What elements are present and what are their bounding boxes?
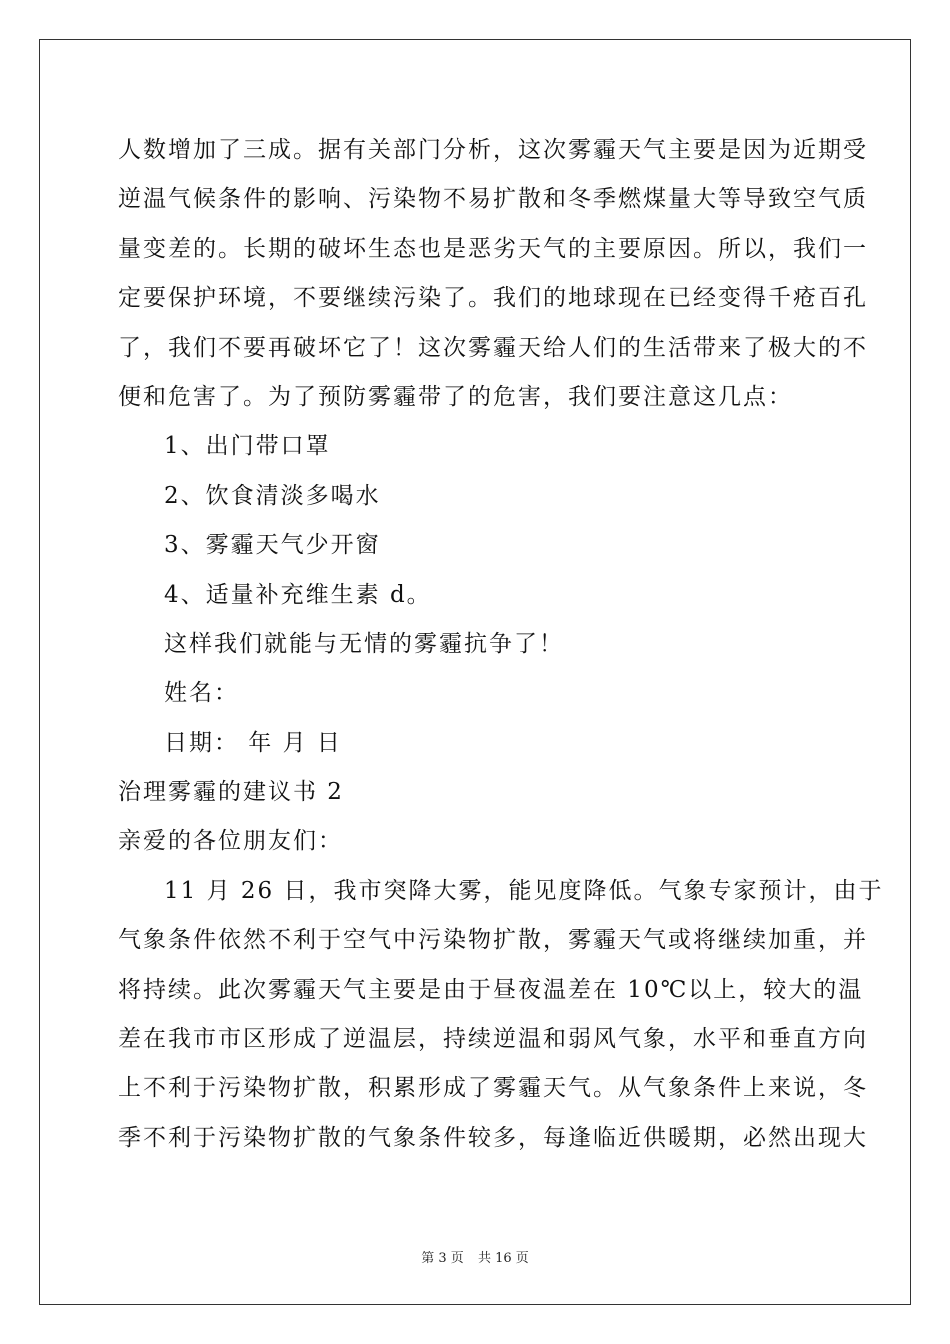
text-line: 季不利于污染物扩散的气象条件较多，每逢临近供暖期，必然出现大 [118, 1124, 868, 1151]
text-line: 定要保护环境，不要继续污染了。我们的地球现在已经变得千疮百孔 [118, 285, 868, 312]
document-body [118, 126, 884, 1163]
text-line: 逆温气候条件的影响、污染物不易扩散和冬季燃煤量大等导致空气质 [118, 186, 868, 213]
total-pages: 共 16 页 [477, 1251, 529, 1266]
text-line: 4、适量补充维生素 d。 [164, 581, 432, 608]
text-line: 日期： 年 月 日 [164, 729, 342, 756]
text-line: 2、饮食清淡多喝水 [164, 482, 381, 509]
text-line: 人数增加了三成。据有关部门分析，这次雾霾天气主要是因为近期受 [118, 137, 868, 163]
text-line: 治理雾霾的建议书 2 [118, 779, 344, 806]
text-line: 3、雾霾天气少开窗 [164, 532, 381, 559]
text-line: 亲爱的各位朋友们： [118, 828, 343, 855]
text-line: 11 月 26 日，我市突降大雾，能见度降低。气象专家预计，由于 [164, 877, 884, 904]
text-line: 这样我们就能与无情的雾霾抗争了！ [164, 630, 564, 657]
text-line: 差在我市市区形成了逆温层，持续逆温和弱风气象，水平和垂直方向 [118, 1026, 868, 1053]
text-line: 便和危害了。为了预防雾霾带了的危害，我们要注意这几点： [118, 383, 793, 410]
text-line: 1、出门带口罩 [164, 433, 331, 460]
text-line: 上不利于污染物扩散，积累形成了雾霾天气。从气象条件上来说，冬 [118, 1075, 868, 1102]
text-line: 了，我们不要再破坏它了！这次雾霾天给人们的生活带来了极大的不 [118, 334, 868, 361]
page-footer [0, 1247, 950, 1266]
text-line: 将持续。此次雾霾天气主要是由于昼夜温差在 10℃以上，较大的温 [118, 976, 864, 1003]
text-line: 量变差的。长期的破坏生态也是恶劣天气的主要原因。所以，我们一 [118, 235, 868, 262]
text-line: 气象条件依然不利于空气中污染物扩散，雾霾天气或将继续加重，并 [118, 927, 868, 954]
text-line: 姓名： [164, 680, 239, 707]
current-page-number: 第 3 页 [421, 1251, 464, 1266]
